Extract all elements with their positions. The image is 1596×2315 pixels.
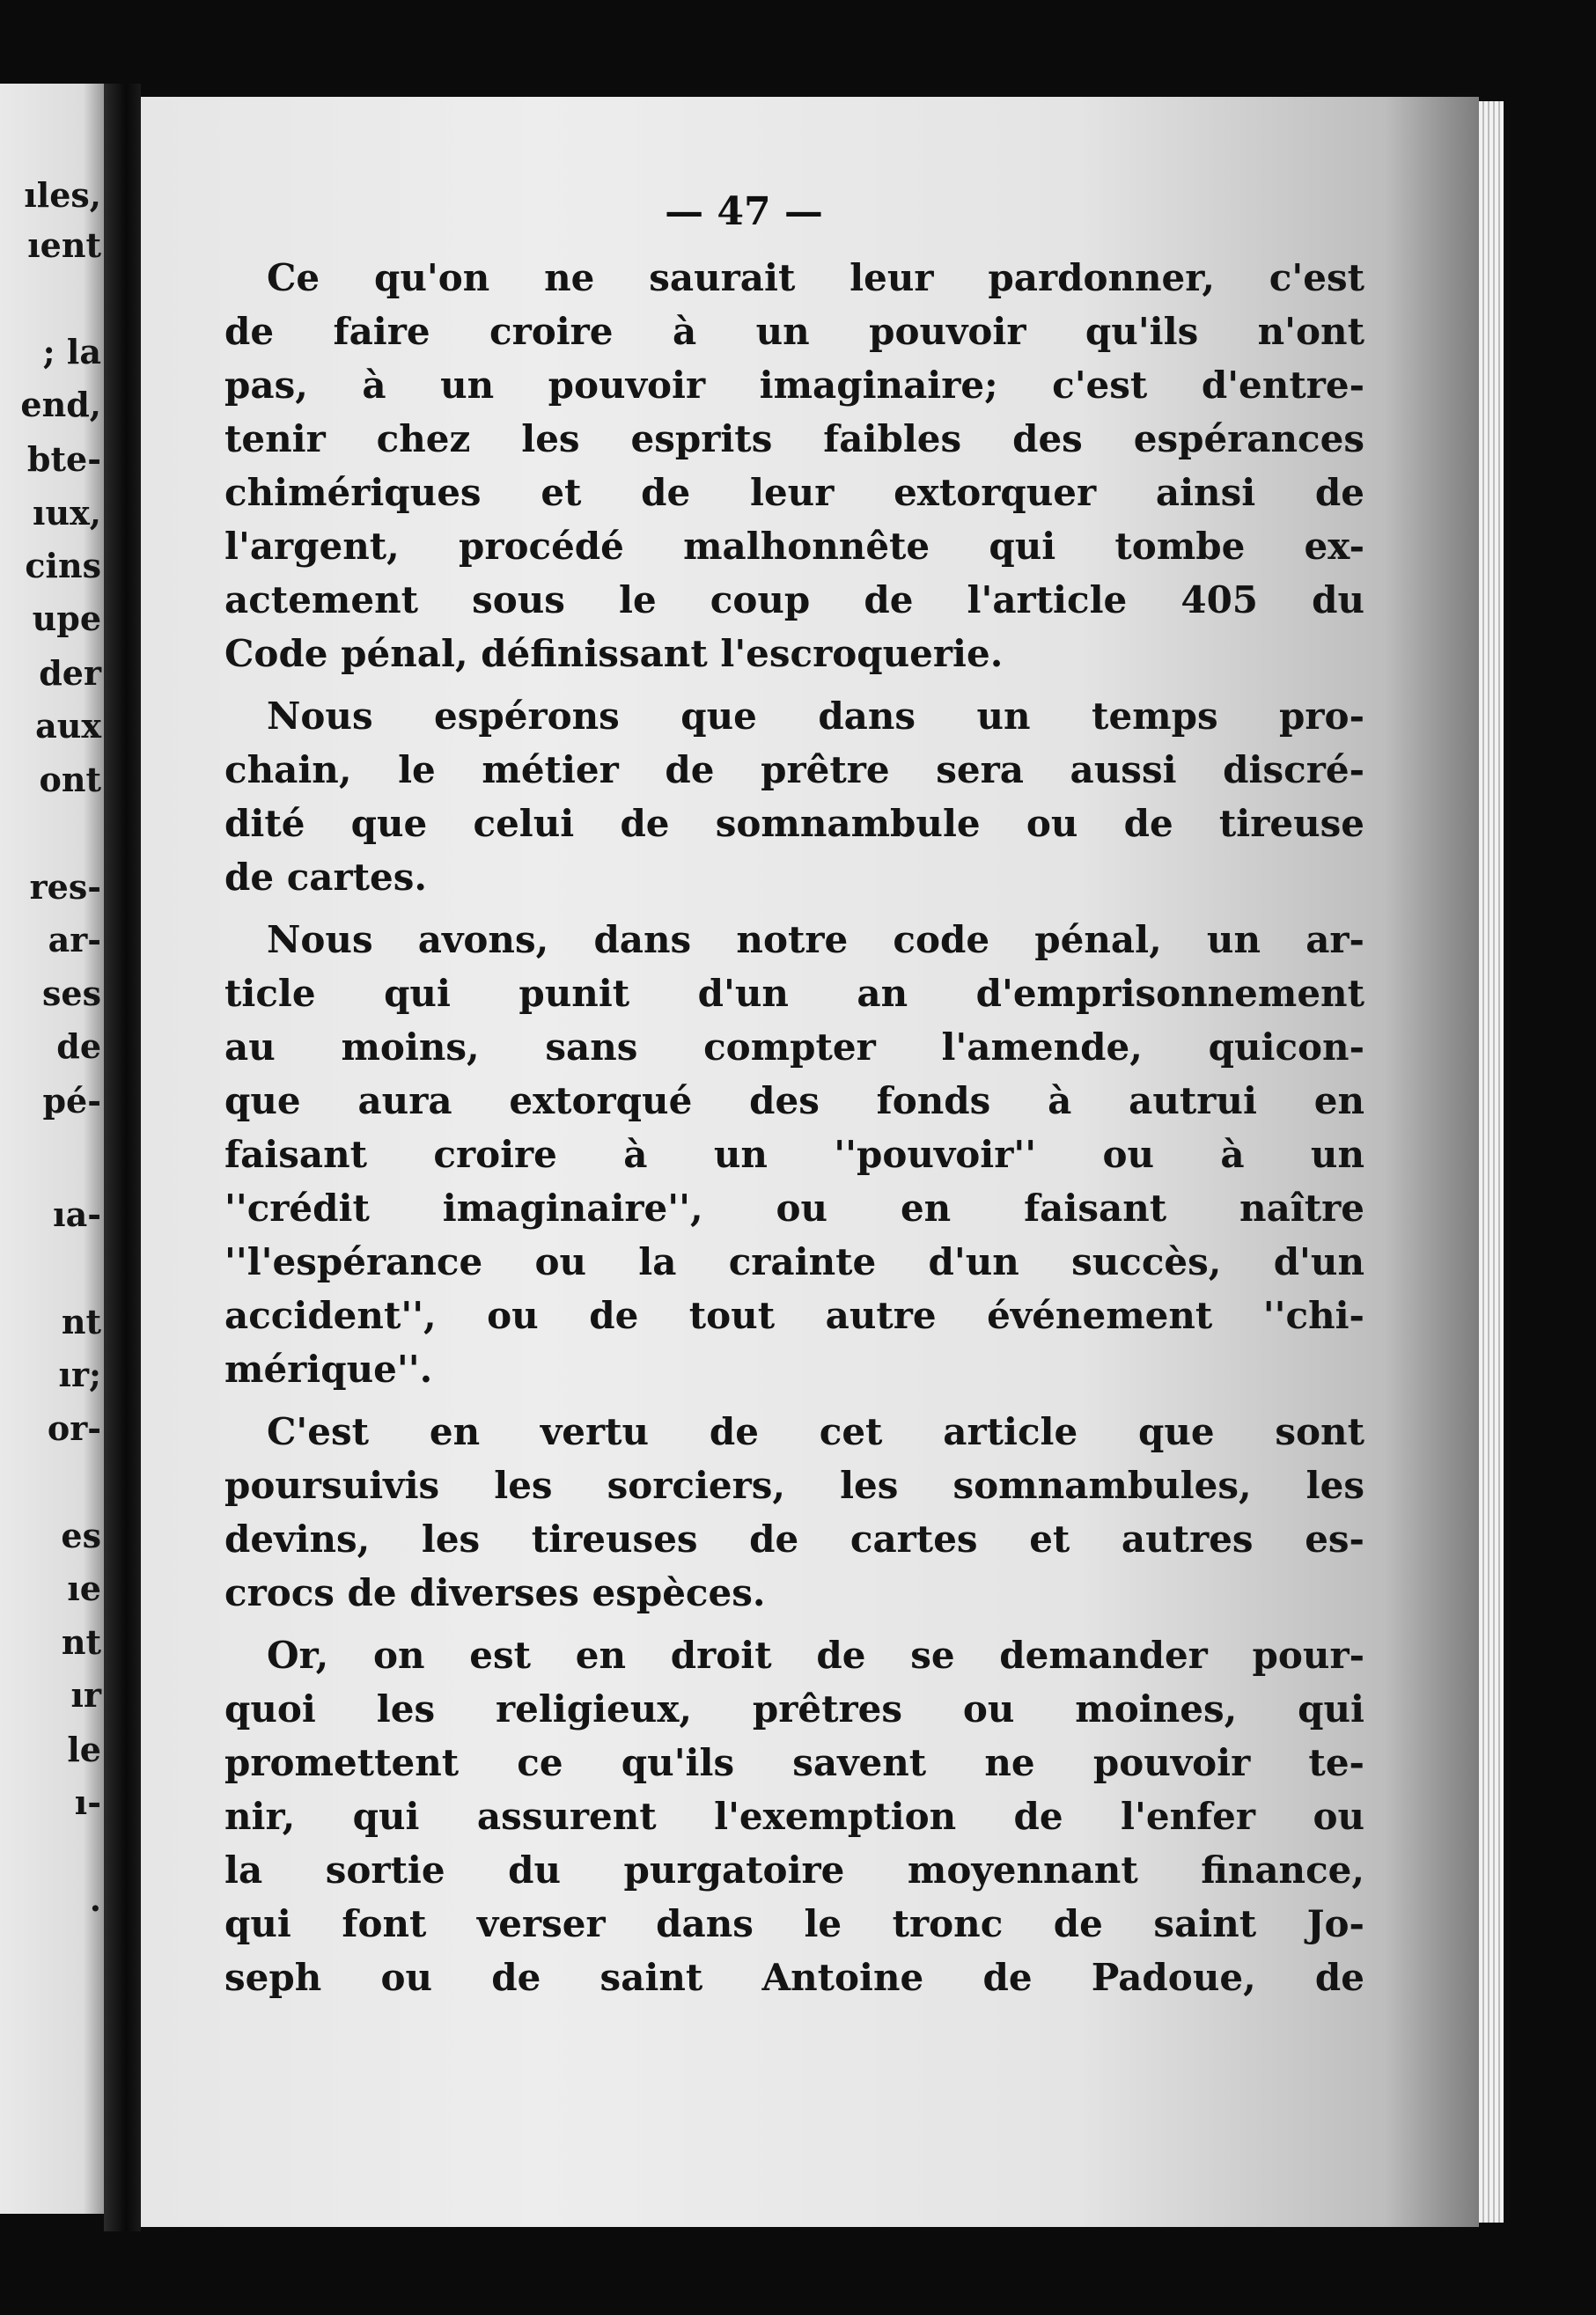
- previous-page-line: der: [39, 652, 101, 693]
- previous-page-line: ar-: [48, 919, 101, 959]
- paragraph-gap: [224, 1396, 1364, 1405]
- previous-page-line: pé-: [42, 1080, 101, 1121]
- text-line: ''l'espérance ou la crainte d'un succès, d'un: [224, 1240, 1364, 1283]
- text-line: tenir chez les esprits faibles des espérances: [224, 417, 1364, 460]
- text-line: Or, on est en droit de se demander pour-: [267, 1634, 1364, 1677]
- previous-page-line: ı-: [74, 1782, 101, 1822]
- text-line: C'est en vertu de cet article que sont: [267, 1410, 1364, 1453]
- paragraph: [224, 251, 1364, 680]
- text-line: quoi les religieux, prêtres ou moines, qui: [224, 1687, 1364, 1731]
- previous-page-line: .: [89, 1878, 101, 1919]
- text-line: pas, à un pouvoir imaginaire; c'est d'entre-: [224, 364, 1364, 407]
- previous-page-fragment: [0, 84, 104, 2214]
- text-line: ''crédit imaginaire'', ou en faisant naître: [224, 1187, 1364, 1230]
- previous-page-line: de: [56, 1026, 101, 1067]
- previous-page-line: es: [61, 1515, 101, 1555]
- paragraph: [224, 689, 1364, 904]
- text-line: Nous espérons que dans un temps pro-: [267, 694, 1364, 738]
- previous-page-line: or-: [47, 1408, 101, 1449]
- text-line: seph ou de saint Antoine de Padoue, de: [224, 1956, 1364, 1999]
- text-line: chimériques et de leur extorquer ainsi de: [224, 471, 1364, 514]
- previous-page-line: end,: [20, 385, 101, 425]
- text-line: Code pénal, définissant l'escroquerie.: [224, 632, 1004, 675]
- previous-page-line: ıles,: [24, 174, 101, 215]
- text-line: poursuivis les sorciers, les somnambules, les: [224, 1464, 1364, 1507]
- text-line: Nous avons, dans notre code pénal, un ar-: [267, 918, 1364, 961]
- text-line: au moins, sans compter l'amende, quicon-: [224, 1025, 1364, 1069]
- text-line: mérique''.: [224, 1348, 433, 1391]
- previous-page-line: ır: [70, 1675, 101, 1716]
- previous-page-line: ıent: [27, 224, 101, 265]
- text-line: dité que celui de somnambule ou de tireuse: [224, 802, 1364, 845]
- text-line: ticle qui punit d'un an d'emprisonnement: [224, 972, 1364, 1015]
- text-line: Ce qu'on ne saurait leur pardonner, c'est: [267, 256, 1364, 299]
- paragraph: [224, 913, 1364, 1396]
- previous-page-line: nt: [61, 1622, 101, 1663]
- previous-page-line: ıa-: [53, 1194, 101, 1235]
- text-line: nir, qui assurent l'exemption de l'enfer ou: [224, 1795, 1364, 1838]
- text-line: chain, le métier de prêtre sera aussi discré-: [224, 748, 1364, 791]
- text-line: qui font verser dans le tronc de saint Jo-: [224, 1902, 1364, 1945]
- book-gutter: [104, 84, 141, 2231]
- previous-page-line: ses: [42, 974, 101, 1014]
- text-line: devins, les tireuses de cartes et autres es-: [224, 1518, 1364, 1561]
- text-line: la sortie du purgatoire moyennant finance,: [224, 1848, 1364, 1892]
- text-line: crocs de diverses espèces.: [224, 1571, 766, 1614]
- paragraph-gap: [224, 1620, 1364, 1628]
- paragraph-gap: [224, 904, 1364, 913]
- previous-page-line: cins: [25, 546, 101, 586]
- page-edge-stack: [1479, 101, 1504, 2223]
- previous-page-line: res-: [29, 866, 101, 907]
- text-line: actement sous le coup de l'article 405 du: [224, 578, 1364, 621]
- text-line: de cartes.: [224, 856, 428, 899]
- book-page: [141, 97, 1479, 2227]
- paragraph: [224, 1405, 1364, 1620]
- text-line: faisant croire à un ''pouvoir'' ou à un: [224, 1133, 1364, 1176]
- text-line: l'argent, procédé malhonnête qui tombe ex-: [224, 525, 1364, 568]
- previous-page-line: nt: [61, 1301, 101, 1341]
- paragraph: [224, 1628, 1364, 2004]
- page-number: — 47 —: [665, 189, 823, 234]
- previous-page-line: bte-: [26, 438, 101, 479]
- text-line: de faire croire à un pouvoir qu'ils n'ont: [224, 310, 1364, 353]
- text-line: que aura extorqué des fonds à autrui en: [224, 1079, 1364, 1122]
- previous-page-line: upe: [32, 599, 101, 639]
- previous-page-line: ıux,: [33, 493, 101, 533]
- text-line: promettent ce qu'ils savent ne pouvoir te-: [224, 1741, 1364, 1784]
- previous-page-line: le: [67, 1729, 101, 1769]
- previous-page-line: ıe: [67, 1568, 101, 1608]
- previous-page-line: ; la: [42, 332, 101, 372]
- page-body: [224, 251, 1364, 2004]
- previous-page-line: ır;: [58, 1354, 101, 1394]
- paragraph-gap: [224, 680, 1364, 689]
- previous-page-line: aux: [35, 705, 101, 746]
- previous-page-line: ont: [39, 760, 101, 800]
- text-line: accident'', ou de tout autre événement ''chi-: [224, 1294, 1364, 1337]
